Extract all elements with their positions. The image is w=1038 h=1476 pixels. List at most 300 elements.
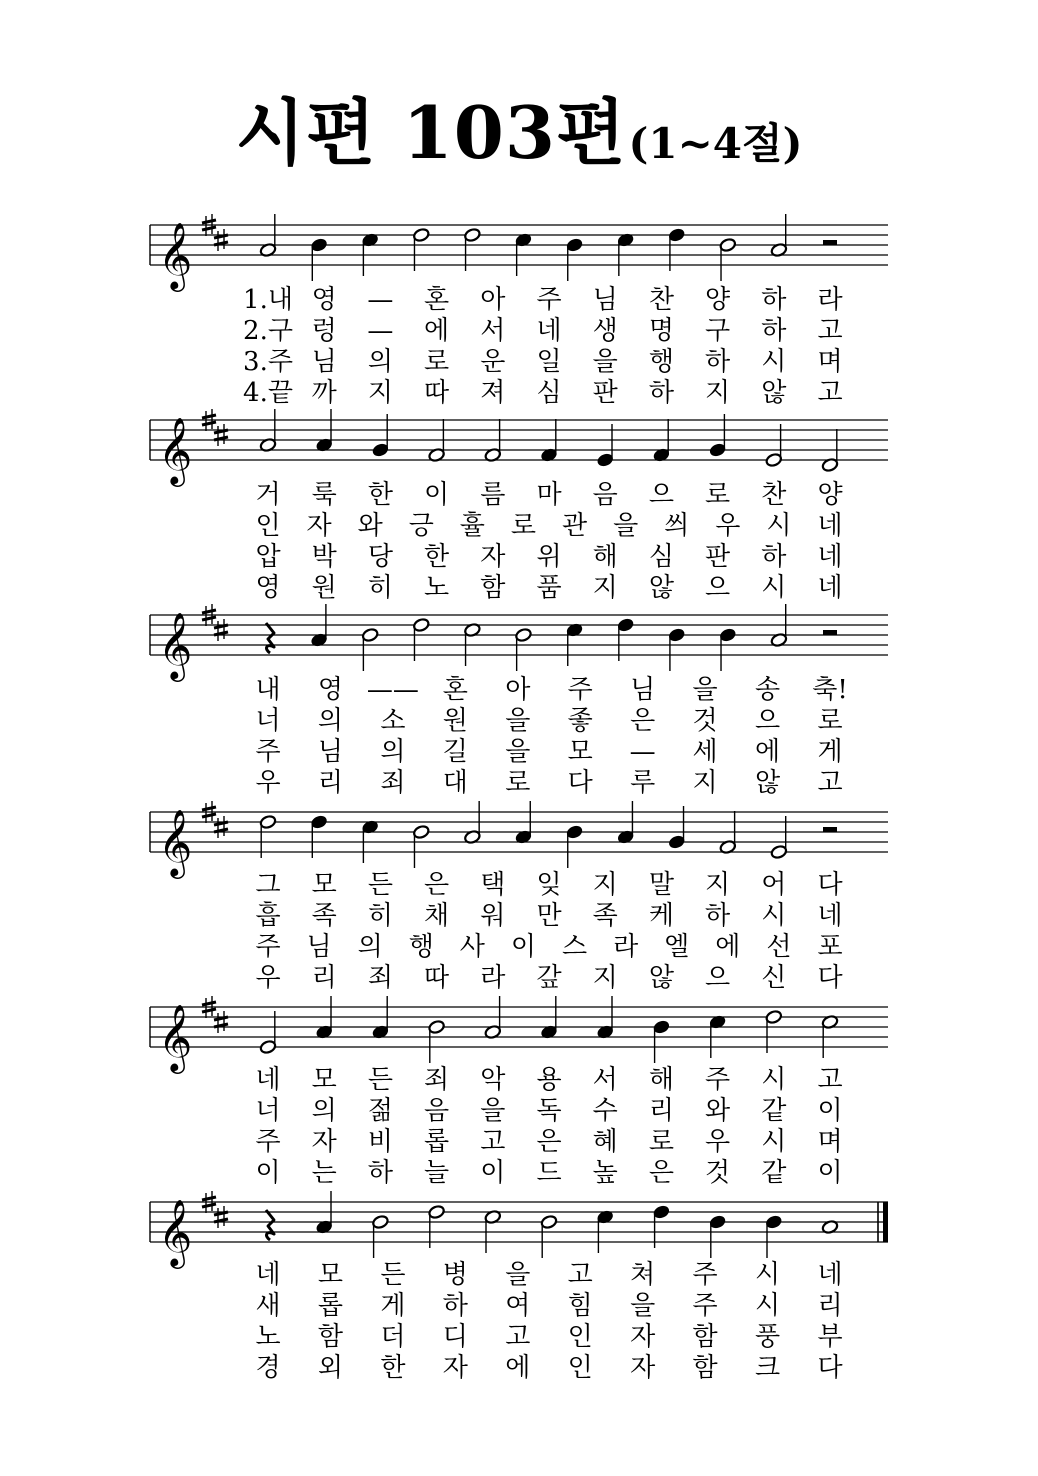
lyric-syllable: 의 — [317, 706, 344, 736]
lyric-syllable: 음 — [424, 1096, 450, 1126]
lyric-syllable: 자 — [442, 1353, 468, 1383]
lyric-syllable: 행 — [408, 932, 434, 962]
lyric-syllable: 님 — [311, 347, 337, 377]
lyric-syllable: 혼 — [442, 675, 468, 705]
lyric-syllable: 축! — [812, 675, 848, 705]
lyric-syllable: 시 — [766, 511, 792, 541]
lyric-syllable: 을 — [630, 1291, 656, 1321]
quarter-note — [709, 1214, 727, 1258]
lyric-syllable: 와 — [357, 511, 383, 541]
lyric-syllable: —— — [366, 675, 419, 705]
lyric-syllable: 어 — [761, 870, 787, 900]
lyric-syllable: 너 — [255, 1096, 281, 1126]
half-note — [361, 627, 379, 671]
quarter-note — [709, 1014, 727, 1058]
quarter-note — [653, 419, 671, 463]
lyric-syllable: 휼 — [459, 511, 485, 541]
lyric-syllable: 마 — [536, 480, 562, 510]
lyric-syllable: 힘 — [567, 1291, 593, 1321]
quarter-rest-icon — [266, 623, 274, 653]
quarter-note — [315, 409, 333, 453]
lyric-syllable: 죄 — [424, 1065, 450, 1095]
treble-clef-icon: 𝄞 — [158, 611, 193, 679]
lyric-syllable: 독 — [536, 1096, 562, 1126]
lyric-syllable: 주 — [692, 1291, 718, 1321]
sharp-icon — [214, 1011, 228, 1033]
quarter-note — [515, 232, 533, 276]
sharp-icon — [214, 229, 228, 251]
lyric-syllable: 않 — [648, 963, 674, 993]
lyric-syllable: 새 — [255, 1291, 281, 1321]
lyric-syllable: 죄 — [367, 963, 393, 993]
lyric-syllable: 으 — [705, 573, 731, 603]
lyric-syllable: 송 — [754, 675, 781, 705]
quarter-note — [653, 1019, 671, 1063]
treble-clef-icon: 𝄞 — [158, 1198, 193, 1266]
lyric-syllable: 든 — [367, 1065, 393, 1095]
lyric-syllable: 용 — [536, 1065, 562, 1095]
lyric-syllable: 우 — [255, 768, 281, 798]
half-note — [719, 811, 737, 855]
quarter-note — [515, 801, 533, 845]
lyric-syllable: 같 — [761, 1096, 787, 1126]
lyric-syllable: 선 — [766, 932, 792, 962]
lyric-syllable: 관 — [561, 511, 588, 541]
lyric-syllable: 네 — [817, 573, 843, 603]
lyric-syllable: 품 — [536, 573, 562, 603]
lyric-syllable: 시 — [754, 1260, 781, 1290]
half-rest-icon — [823, 827, 837, 832]
lyric-syllable: 님 — [630, 675, 656, 705]
lyric-syllable: 비 — [367, 1127, 393, 1157]
half-note — [484, 419, 502, 463]
lyric-syllable: 라 — [817, 285, 843, 315]
lyric-syllable: 영 — [255, 573, 281, 603]
lyric-syllable: 고 — [480, 1127, 506, 1157]
lyric-syllable: 판 — [592, 378, 618, 408]
lyric-syllable: 지 — [592, 573, 618, 603]
half-note — [540, 1214, 558, 1258]
lyric-syllable: 님 — [306, 932, 332, 962]
lyric-syllable: 4.끝 — [243, 378, 293, 408]
lyric-syllable: 드 — [536, 1158, 562, 1188]
lyric-syllable: 으 — [705, 963, 731, 993]
lyric-syllable: 을 — [505, 706, 531, 736]
lyric-syllable: 말 — [648, 870, 674, 900]
quarter-note — [372, 996, 390, 1040]
quarter-note — [566, 622, 584, 666]
half-note — [464, 801, 482, 845]
lyric-syllable: 리 — [311, 963, 337, 993]
lyric-syllable: 이 — [424, 480, 450, 510]
half-note — [821, 429, 839, 473]
lyric-syllable: 풍 — [754, 1322, 781, 1352]
title-verses: (1~4절) — [628, 119, 803, 168]
lyric-syllable: 않 — [648, 573, 674, 603]
quarter-note — [315, 1191, 333, 1235]
lyric-syllable: 하 — [442, 1291, 468, 1321]
lyric-syllable: 지 — [705, 870, 731, 900]
title-main: 시편 103편 — [235, 90, 627, 175]
lyric-syllable: 고 — [817, 316, 843, 346]
lyric-syllable: 렁 — [311, 316, 337, 346]
lyric-syllable: 우 — [705, 1127, 731, 1157]
lyric-syllable: 1.내 — [243, 285, 293, 315]
lyric-syllable: 와 — [705, 1096, 731, 1126]
lyric-syllable: 히 — [367, 901, 393, 931]
half-note — [484, 996, 502, 1040]
lyric-syllable: 따 — [424, 378, 450, 408]
lyric-syllable: 운 — [480, 347, 506, 377]
lyric-syllable: 혜 — [592, 1127, 618, 1157]
half-rest-icon — [823, 630, 837, 635]
lyric-syllable: 박 — [311, 542, 337, 572]
lyric-syllable: 일 — [536, 347, 562, 377]
lyric-syllable: 은 — [536, 1127, 562, 1157]
lyric-syllable: 소 — [380, 706, 406, 736]
lyric-syllable: 늘 — [424, 1158, 450, 1188]
quarter-note — [310, 237, 328, 281]
lyric-syllable: 죄 — [380, 768, 406, 798]
half-note — [428, 1019, 446, 1063]
lyric-syllable: 병 — [442, 1260, 468, 1290]
lyric-syllable: 자 — [630, 1322, 656, 1352]
half-note — [821, 1014, 839, 1058]
quarter-rest-icon — [266, 1210, 274, 1240]
lyric-syllable: 해 — [648, 1065, 674, 1095]
lyric-syllable: 을 — [692, 675, 718, 705]
lyric-syllable: 로 — [424, 347, 450, 377]
quarter-note — [765, 1214, 783, 1258]
lyric-syllable: 찬 — [648, 285, 674, 315]
lyric-syllable: 고 — [505, 1322, 531, 1352]
lyric-syllable: 여 — [505, 1291, 531, 1321]
lyric-syllable: 찬 — [761, 480, 787, 510]
lyric-syllable: 네 — [536, 316, 562, 346]
lyric-syllable: 스 — [561, 932, 588, 962]
lyric-syllable: 지 — [692, 768, 718, 798]
lyric-syllable: 까 — [311, 378, 337, 408]
lyric-syllable: 하 — [367, 1158, 393, 1188]
lyric-syllable: 크 — [754, 1353, 781, 1383]
lyric-syllable: 음 — [592, 480, 618, 510]
lyric-syllable: 세 — [692, 737, 718, 767]
final-barline-thick — [883, 1202, 888, 1242]
lyric-syllable: 은 — [648, 1158, 674, 1188]
lyric-syllable: 하 — [761, 285, 787, 315]
lyric-syllable: 함 — [317, 1322, 344, 1352]
lyric-syllable: 아 — [505, 675, 531, 705]
lyric-syllable: 에 — [424, 316, 450, 346]
lyric-syllable: 함 — [692, 1322, 718, 1352]
lyric-syllable: 지 — [592, 963, 618, 993]
lyric-syllable: 으 — [648, 480, 674, 510]
lyric-syllable: — — [629, 737, 656, 767]
lyric-syllable: 네 — [255, 1260, 281, 1290]
lyric-syllable: 자 — [311, 1127, 337, 1157]
lyric-syllable: — — [367, 285, 394, 315]
lyric-syllable: 것 — [692, 706, 718, 736]
lyric-syllable: 이 — [817, 1158, 843, 1188]
lyric-syllable: 름 — [480, 480, 506, 510]
lyric-syllable: 다 — [817, 963, 843, 993]
lyric-syllable: 리 — [317, 768, 344, 798]
lyric-syllable: 대 — [442, 768, 468, 798]
lyric-syllable: 케 — [648, 901, 674, 931]
lyric-syllable: 로 — [505, 768, 531, 798]
lyric-syllable: 신 — [761, 963, 787, 993]
staff-system — [150, 214, 888, 408]
lyric-syllable: 원 — [311, 573, 337, 603]
lyric-syllable: 생 — [592, 316, 618, 346]
lyric-syllable: 따 — [424, 963, 450, 993]
lyric-syllable: 든 — [380, 1260, 406, 1290]
lyric-syllable: 한 — [367, 480, 393, 510]
lyric-syllable: 네 — [817, 901, 843, 931]
lyric-syllable: 씌 — [664, 511, 690, 541]
sharp-icon — [214, 619, 228, 641]
treble-clef-icon: 𝄞 — [158, 416, 193, 484]
staff-system — [150, 801, 888, 993]
lyric-syllable: 는 — [311, 1158, 337, 1188]
treble-clef-icon: 𝄞 — [158, 221, 193, 289]
lyric-syllable: 모 — [567, 737, 593, 767]
half-note — [464, 622, 482, 666]
lyric-syllable: 하 — [705, 901, 731, 931]
sharp-icon — [214, 424, 228, 446]
lyric-syllable: 시 — [761, 901, 787, 931]
lyric-syllable: 주 — [255, 737, 281, 767]
lyric-syllable: 해 — [592, 542, 618, 572]
lyric-syllable: 한 — [424, 542, 450, 572]
lyric-syllable: 에 — [715, 932, 741, 962]
lyric-syllable: 않 — [761, 378, 787, 408]
lyric-syllable: 룩 — [311, 480, 337, 510]
half-note — [259, 214, 277, 258]
lyric-syllable: 님 — [317, 737, 344, 767]
staff-system — [150, 604, 888, 798]
lyric-syllable: 같 — [761, 1158, 787, 1188]
lyric-syllable: 외 — [317, 1353, 344, 1383]
lyric-syllable: 네 — [817, 1260, 843, 1290]
lyric-syllable: 로 — [705, 480, 731, 510]
lyric-syllable: 심 — [648, 542, 674, 572]
lyric-syllable: 흡 — [255, 901, 281, 931]
lyric-syllable: 명 — [648, 316, 674, 346]
lyric-syllable: 노 — [424, 573, 450, 603]
lyric-syllable: 으 — [754, 706, 781, 736]
lyric-syllable: 엘 — [664, 932, 690, 962]
lyric-syllable: 노 — [255, 1322, 281, 1352]
lyric-syllable: 원 — [442, 706, 468, 736]
lyric-syllable: 3.주 — [243, 347, 293, 377]
half-note — [428, 419, 446, 463]
lyric-syllable: 영 — [311, 285, 337, 315]
lyric-syllable: 시 — [761, 573, 787, 603]
lyric-syllable: 사 — [459, 932, 485, 962]
lyric-syllable: 주 — [705, 1065, 731, 1095]
lyric-syllable: 리 — [648, 1096, 674, 1126]
staff-system — [150, 409, 888, 603]
lyric-syllable: 족 — [311, 901, 337, 931]
lyric-syllable: 잊 — [536, 870, 562, 900]
lyric-syllable: 을 — [592, 347, 618, 377]
lyric-syllable: 주 — [692, 1260, 718, 1290]
lyric-syllable: 족 — [592, 901, 618, 931]
lyric-syllable: 며 — [817, 1127, 843, 1157]
lyric-syllable: 주 — [567, 675, 593, 705]
lyric-syllable: 을 — [505, 737, 531, 767]
lyric-syllable: 모 — [317, 1260, 344, 1290]
lyric-syllable: 것 — [705, 1158, 731, 1188]
lyric-syllable: 채 — [424, 901, 450, 931]
lyric-syllable: 며 — [817, 347, 843, 377]
lyric-syllable: 지 — [367, 378, 393, 408]
lyric-syllable: 포 — [817, 932, 843, 962]
lyric-syllable: 에 — [754, 737, 781, 767]
quarter-note — [566, 237, 584, 281]
lyric-syllable: 주 — [255, 932, 281, 962]
lyric-syllable: 시 — [761, 1127, 787, 1157]
lyric-syllable: 심 — [536, 378, 562, 408]
lyric-syllable: 라 — [613, 932, 639, 962]
lyric-syllable: 양 — [817, 480, 843, 510]
half-note — [770, 604, 788, 648]
lyric-syllable: 지 — [705, 378, 731, 408]
lyric-syllable: 워 — [480, 901, 506, 931]
half-note — [770, 214, 788, 258]
lyric-syllable: 게 — [380, 1291, 406, 1321]
quarter-note — [617, 232, 635, 276]
lyric-syllable: 내 — [255, 675, 281, 705]
lyric-syllable: 길 — [442, 737, 468, 767]
lyric-syllable: 당 — [367, 542, 393, 572]
lyric-syllable: 판 — [705, 542, 731, 572]
lyric-syllable: 한 — [380, 1353, 406, 1383]
lyric-syllable: 고 — [817, 768, 843, 798]
half-note — [719, 237, 737, 281]
treble-clef-icon: 𝄞 — [158, 1003, 193, 1071]
quarter-note — [540, 419, 558, 463]
lyric-syllable: 이 — [480, 1158, 506, 1188]
lyric-syllable: 갚 — [536, 963, 562, 993]
half-note — [412, 824, 430, 868]
lyric-syllable: 리 — [817, 1291, 843, 1321]
lyric-syllable: 고 — [817, 1065, 843, 1095]
lyric-syllable: 위 — [536, 542, 562, 572]
lyric-syllable: 다 — [567, 768, 593, 798]
lyric-syllable: 하 — [761, 542, 787, 572]
lyric-syllable: 라 — [480, 963, 506, 993]
quarter-note — [315, 996, 333, 1040]
lyric-syllable: 함 — [692, 1353, 718, 1383]
staff-system — [150, 1191, 888, 1383]
lyric-syllable: 악 — [480, 1065, 506, 1095]
lyric-syllable: 로 — [817, 706, 843, 736]
lyric-syllable: 쳐 — [630, 1260, 656, 1290]
lyric-syllable: 행 — [648, 347, 674, 377]
lyric-syllable: 네 — [817, 511, 843, 541]
lyric-syllable: 고 — [567, 1260, 593, 1290]
lyric-syllable: 하 — [761, 316, 787, 346]
lyric-syllable: 의 — [380, 737, 406, 767]
lyric-syllable: 히 — [367, 573, 393, 603]
lyric-syllable: — — [367, 316, 394, 346]
lyric-syllable: 져 — [480, 378, 506, 408]
lyric-syllable: 의 — [357, 932, 383, 962]
lyric-syllable: 긍 — [408, 511, 434, 541]
sharp-icon — [214, 816, 228, 838]
lyric-syllable: 모 — [311, 1065, 337, 1095]
lyric-syllable: 택 — [480, 870, 506, 900]
lyric-syllable: 혼 — [424, 285, 450, 315]
quarter-note — [310, 604, 328, 648]
lyric-syllable: 네 — [817, 542, 843, 572]
lyric-syllable: 서 — [592, 1065, 618, 1095]
quarter-note — [540, 996, 558, 1040]
lyric-syllable: 을 — [480, 1096, 506, 1126]
lyric-syllable: 네 — [255, 1065, 281, 1095]
lyric-syllable: 높 — [592, 1158, 618, 1188]
lyric-syllable: 다 — [817, 1353, 843, 1383]
quarter-note — [719, 627, 737, 671]
lyric-syllable: 인 — [255, 511, 281, 541]
lyric-syllable: 경 — [255, 1353, 281, 1383]
lyric-syllable: 인 — [567, 1353, 593, 1383]
lyric-syllable: 시 — [754, 1291, 781, 1321]
quarter-note — [617, 801, 635, 845]
lyric-syllable: 부 — [817, 1322, 843, 1352]
lyric-syllable: 든 — [367, 870, 393, 900]
staff-system — [150, 996, 888, 1188]
lyric-syllable: 로 — [510, 511, 537, 541]
lyric-syllable: 루 — [630, 768, 656, 798]
lyric-syllable: 시 — [761, 1065, 787, 1095]
lyric-syllable: 주 — [536, 285, 562, 315]
lyric-syllable: 아 — [480, 285, 506, 315]
lyric-syllable: 시 — [761, 347, 787, 377]
lyric-syllable: 롭 — [424, 1127, 450, 1157]
lyric-syllable: 자 — [306, 511, 332, 541]
lyric-syllable: 롭 — [317, 1291, 344, 1321]
lyric-syllable: 지 — [592, 870, 618, 900]
lyric-syllable: 더 — [380, 1322, 406, 1352]
half-rest-icon — [823, 240, 837, 245]
lyric-syllable: 은 — [630, 706, 656, 736]
lyric-syllable: 만 — [536, 901, 562, 931]
lyric-syllable: 을 — [613, 511, 639, 541]
lyric-syllable: 이 — [817, 1096, 843, 1126]
quarter-note — [596, 1209, 614, 1253]
half-note — [484, 1209, 502, 1253]
lyric-syllable: 하 — [648, 378, 674, 408]
lyric-syllable: 그 — [255, 870, 281, 900]
lyric-syllable: 거 — [255, 480, 281, 510]
lyric-syllable: 서 — [480, 316, 506, 346]
quarter-note — [361, 232, 379, 276]
lyric-syllable: 자 — [480, 542, 506, 572]
lyric-syllable: 좋 — [567, 706, 593, 736]
lyric-syllable: 구 — [705, 316, 731, 346]
lyric-syllable: 자 — [630, 1353, 656, 1383]
lyric-syllable: 은 — [424, 870, 450, 900]
lyric-syllable: 의 — [311, 1096, 337, 1126]
quarter-note — [668, 627, 686, 671]
lyric-syllable: 을 — [505, 1260, 531, 1290]
quarter-note — [361, 819, 379, 863]
lyric-syllable: 이 — [255, 1158, 281, 1188]
lyric-syllable: 2.구 — [243, 316, 293, 346]
